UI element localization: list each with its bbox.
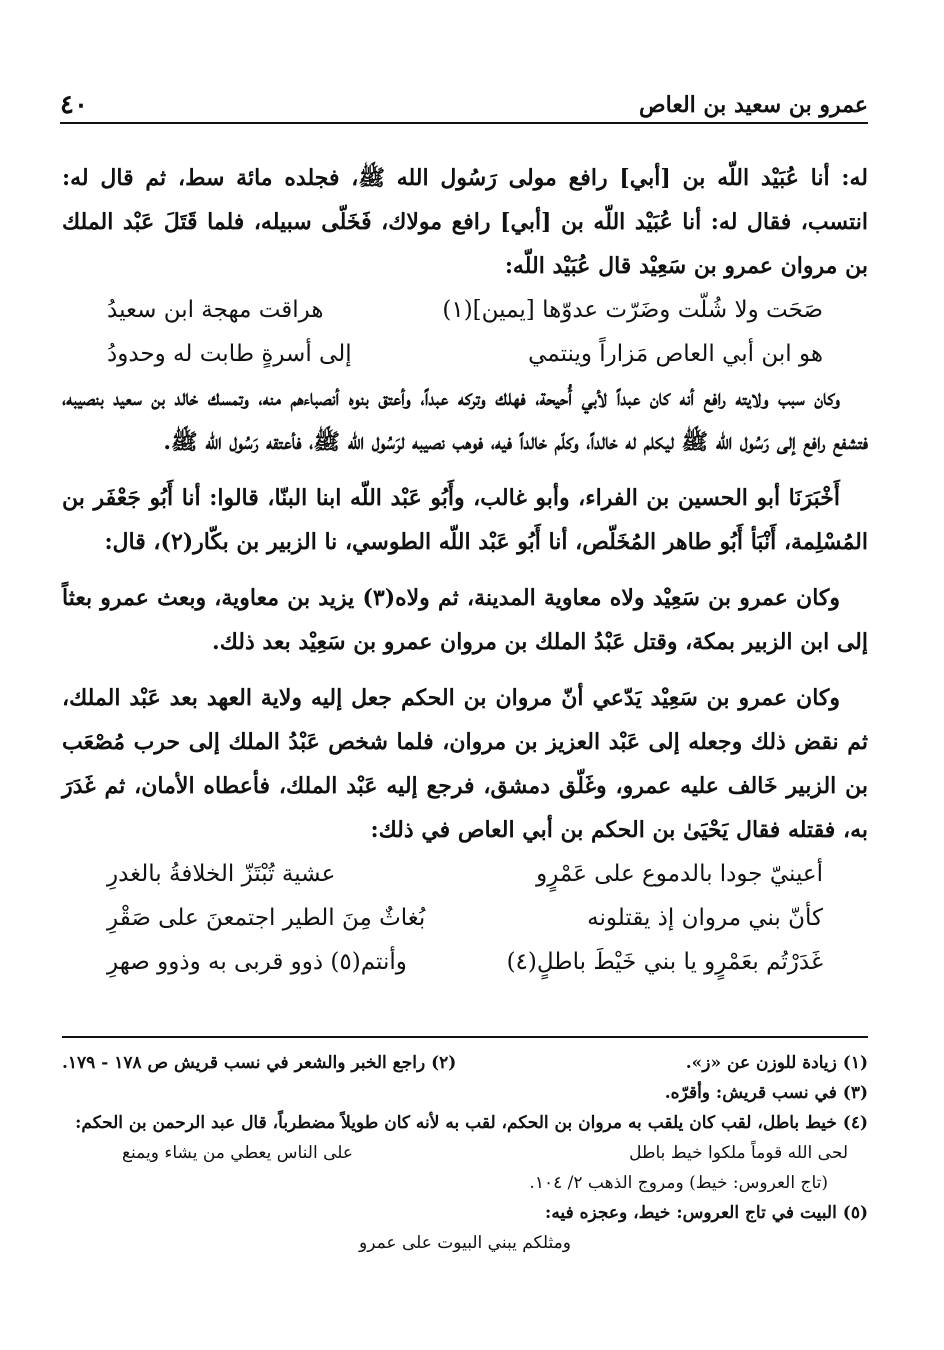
verse-1-second-hemistich: هراقت مهجة ابن سعيدُ [107,297,324,323]
verse-5-first-hemistich: غَدَرْتُم بعَمْرٍو يا بني خَيْطَ باطلٍ(٤) [506,949,823,975]
main-text [62,156,868,984]
footnote-5: (٥) البيت في تاج العروس: خيط، وعجزه فيه: [545,1203,868,1223]
verse-line-2 [62,332,868,376]
verse-2-first-hemistich: هو ابن أبي العاص مَزاراً وينتمي [528,341,823,367]
footnote-4-verse-first: لحى الله قوماً ملكوا خيط باطل [629,1143,848,1163]
footnote-4: (٤) خيط باطل، لقب كان يلقب به مروان بن الحكم، لقب به لأنه كان طويلاً مضطرباً، قال عبد الرحمن بن الحكم: [75,1113,868,1133]
verse-4-first-hemistich: كأنّ بني مروان إذ يقتلونه [587,905,823,931]
footnote-1: (١) زيادة للوزن عن «ز». [685,1053,868,1073]
verse-line-3 [62,852,868,896]
footnote-row-1-2 [62,1048,868,1078]
running-title: عمرو بن سعيد بن العاص [639,92,868,118]
paragraph-5: وكان عمرو بن سَعِيْد يَدّعي أنّ مروان بن الحكم جعل إليه ولاية العهد بعد عَبْد الملك، ثم نقض ذلك وجعله إلى عَبْد العزيز بن مروان، فلما شخص عَبْدُ الملك إلى حرب مُصْعَب بن الزبير خَالف عليه عمرو، وغَلّق دمشق، فرجع إليه عَبْد الملك، فأعطاه الأمان، ثم غَدَرَ به، فقتله فقال يَحْيَىٰ بن الحكم بن أبي العاص في ذلك: [62,685,868,843]
footnote-2: (٢) راجع الخبر والشعر في نسب قريش ص ١٧٨ - ١٧٩. [62,1053,457,1073]
footnote-5-verse: ومثلكم يبني البيوت على عمرو [358,1233,571,1253]
verse-1-first-hemistich: صَحَت ولا شُلّت وضَرّت عدوّها [يمين](١) [442,297,823,323]
verse-line-1 [62,288,868,332]
footnote-4-source: (تاج العروس: خيط) ومروج الذهب ٢/ ١٠٤. [529,1173,828,1193]
verse-line-4 [62,896,868,940]
verse-line-5 [62,940,868,984]
verse-5-second-hemistich: وأنتم(٥) ذوو قربى به وذوو صهرِ [107,949,407,975]
footnote-4-verse-second: على الناس يعطي من يشاء ويمنع [122,1143,354,1163]
verse-2-second-hemistich: إلى أسرةٍ طابت له وحدودُ [107,341,352,367]
page-number: ٤٠ [60,90,88,120]
paragraph-3-isnad: أَخْبَرَنَا أبو الحسين بن الفراء، وأبو غالب، وأَبُو عَبْد اللّه ابنا البنّا، قالوا: أنا أَبُو جَعْفَر بن المُسْلِمة، أَنْبَأ أَبُو طاهر المُخَلّص، أنا أَبُو عَبْد اللّه الطوسي، نا الزبير بن بكّار(٢)، قال: [62,485,868,555]
paragraph-2: وكان سبب ولايته رافع أنه كان عبداً لأبي أُحيحة، فهلك وتركه عبداً، وأعتق بنوه أنصباءهم منه، وتمسك خالد بن سعيد بنصيبه، فتشفع رافع إلى رَسُول الله ﷺ ليكلم له خالداً، وكلّم خالداً فيه، فوهب نصيبه لرَسُول الله ﷺ، فأعتقه رَسُول الله ﷺ. [62,385,868,455]
verse-3-second-hemistich: عشية تُبْتَزّ الخلافةُ بالغدرِ [107,861,336,887]
footnotes [62,1036,868,1258]
page-header [60,88,868,124]
verse-4-second-hemistich: بُغاثٌ مِنَ الطير اجتمعنَ على صَقْرِ [107,905,426,931]
paragraph-4: وكان عمرو بن سَعِيْد ولاه معاوية المدينة، ثم ولاه(٣) يزيد بن معاوية، وبعث عمرو بعثاً إلى ابن الزبير بمكة، وقتل عَبْدُ الملك بن مروان عمرو بن سَعِيْد بعد ذلك. [62,585,868,655]
footnote-3: (٣) في نسب قريش: وأقرّه. [664,1083,868,1103]
verse-3-first-hemistich: أعينيّ جودا بالدموع على عَمْرٍو [536,861,823,887]
footnote-4-verse [62,1138,868,1168]
paragraph-1: له: أنا عُبَيْد اللّه بن [أبي] رافع مولى رَسُول الله ﷺ، فجلده مائة سط، ثم قال له: انتسب، فقال له: أنا عُبَيْد اللّه بن [أبي] رافع مولاك، فَخَلّى سبيله، فلما قَتَلَ عَبْد الملك بن مروان عمرو بن سَعِيْد قال عُبَيْد اللّه: [62,165,868,279]
